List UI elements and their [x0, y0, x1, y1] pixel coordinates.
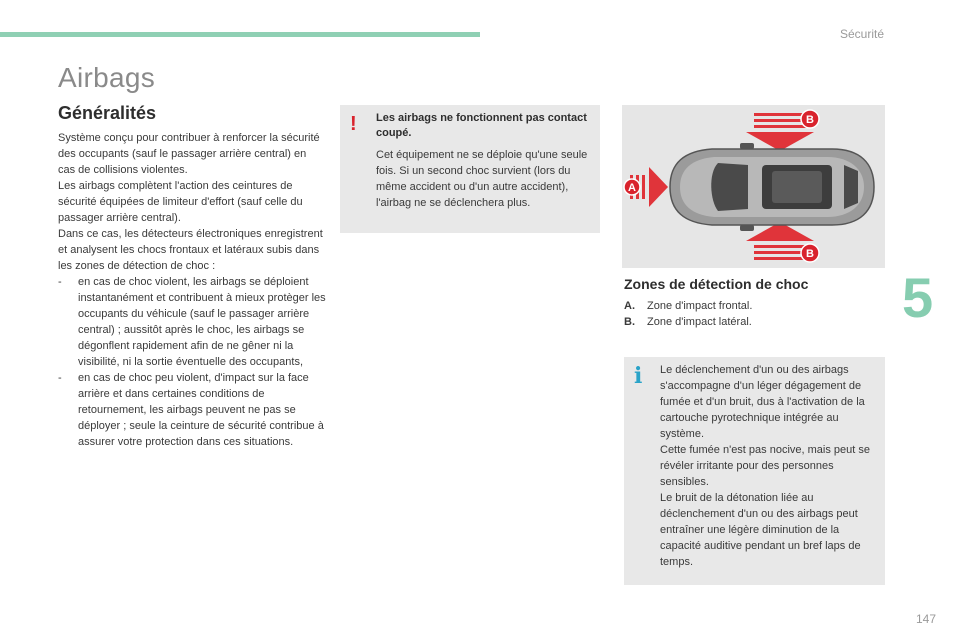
zones-list [624, 298, 752, 330]
bullet-item [58, 274, 326, 370]
section-label: Sécurité [839, 27, 884, 41]
page-number: 147 [916, 612, 937, 626]
body-paragraph: Système conçu pour contribuer à renforcer la sécurité des occupants (sauf le passager arrière central) en cas de collisions violentes. [58, 132, 320, 176]
body-paragraph: Les airbags complètent l'action des ceintures de sécurité équipées de limiteur d'effort (sauf celle du passager arrière central). [58, 180, 303, 224]
bullet-marker: - [58, 276, 62, 288]
bullet-marker: - [58, 372, 62, 384]
generalites-body [58, 130, 326, 450]
warning-text: Cet équipement ne se déploie qu'une seule fois. Si un second choc survient (lors du même accident ou d'un autre accident), l'airbag ne se déclenchera plus. [376, 149, 588, 209]
zone-key: B. [624, 316, 635, 328]
zone-label-b-top-text: B [806, 114, 814, 126]
generalites-heading: Généralités [58, 103, 157, 123]
chapter-number: 5 [902, 266, 934, 329]
info-paragraph: Le bruit de la détonation liée au déclenchement d'un ou des airbags peut entraîner une légère diminution de la capacité auditive pendant un bref laps de temps. [660, 492, 861, 568]
car-top-view [670, 143, 874, 231]
zone-item [624, 298, 752, 314]
warning-title: Les airbags ne fonctionnent pas contact coupé. [376, 112, 587, 139]
info-paragraph: Cette fumée n'est pas nocive, mais peut se révéler irritante pour des personnes sensibles. [660, 444, 870, 488]
zone-label-b-top [801, 110, 819, 128]
car-diagram-svg [622, 105, 885, 268]
bullet-text: en cas de choc peu violent, d'impact sur la face arrière et dans certaines conditions de retournement, les airbags peuvent ne pas se déployer ; seule la ceinture de sécurité contribue à assurer votre protection dans ces situations. [78, 372, 324, 448]
zone-label-b-bottom-text: B [806, 248, 814, 260]
zone-label-a-text: A [628, 182, 636, 194]
bullet-text: en cas de choc violent, les airbags se déploient instantanément et contribuent à mieux protèger les occupants du véhicule (sauf le passager arrière central) ; aussitôt après le choc, les airbags se dégonflent rapidement afin de ne gêner ni la visibilité, ni la sortie éventuelle des occupants, [78, 276, 326, 368]
header-accent-bar [0, 32, 480, 37]
zones-heading: Zones de détection de choc [624, 276, 809, 292]
bullet-item [58, 370, 326, 450]
info-text [660, 362, 880, 570]
page-title: Airbags [58, 62, 156, 93]
body-paragraph: Dans ce cas, les détecteurs électroniques enregistrent et analysent les chocs frontaux et latéraux subis dans les zones de détection de choc : [58, 228, 323, 272]
info-icon: i [634, 363, 643, 389]
info-paragraph: Le déclenchement d'un ou des airbags s'accompagne d'un léger dégagement de fumée et d'un bruit, dus à l'activation de la cartouche pyrotechnique intégrée au système. [660, 364, 865, 440]
zone-key: A. [624, 300, 635, 312]
zone-label-b-bottom [801, 244, 819, 262]
zone-text: Zone d'impact frontal. [647, 300, 753, 312]
airbag-zones-diagram [622, 105, 885, 268]
zone-label-a [624, 179, 640, 195]
zone-text: Zone d'impact latéral. [647, 316, 752, 328]
zone-item [624, 314, 752, 330]
warning-icon: ! [350, 113, 357, 135]
